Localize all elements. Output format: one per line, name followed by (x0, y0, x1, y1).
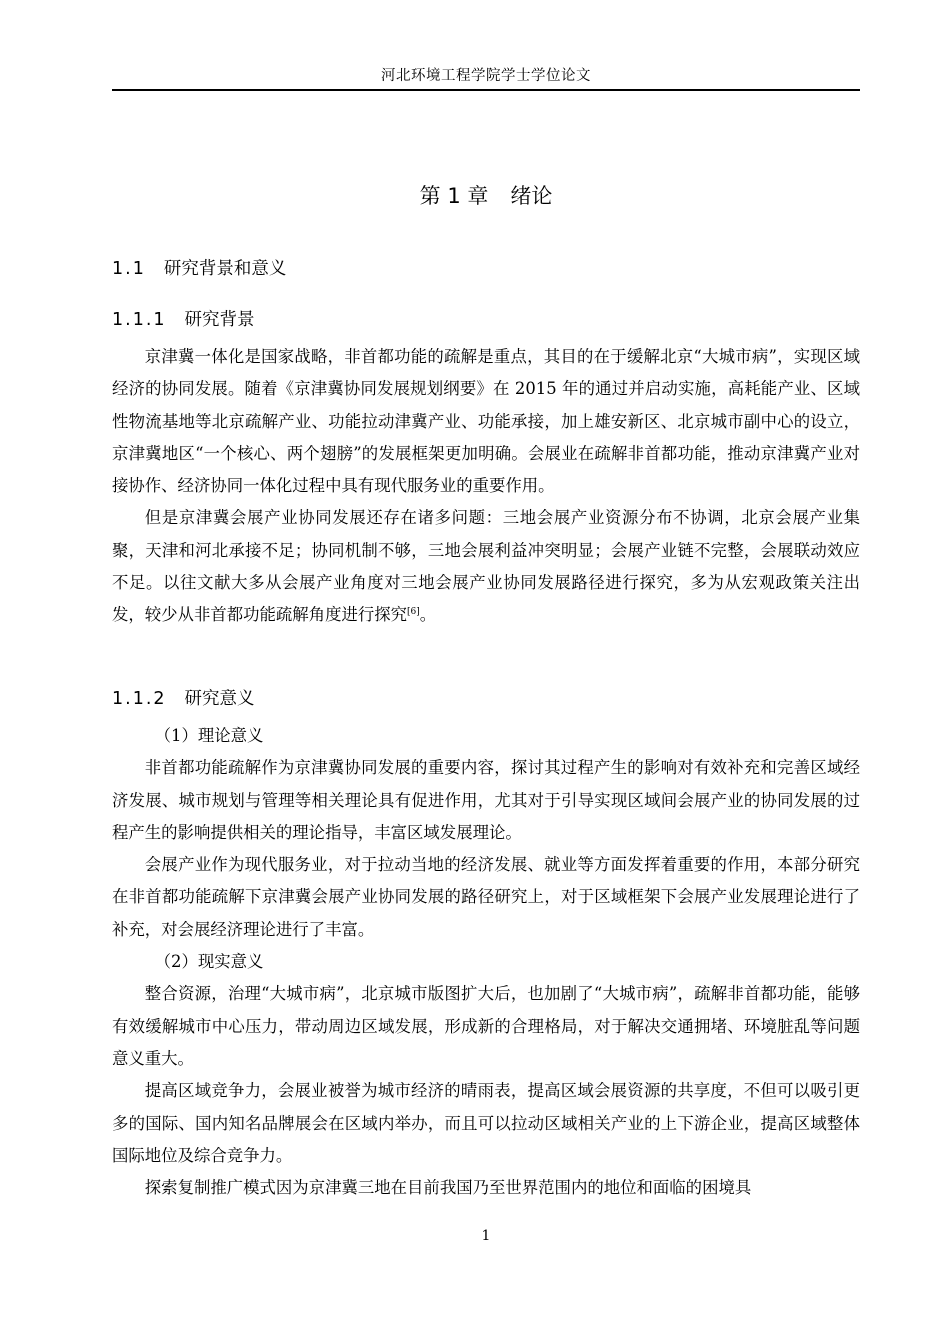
paragraph: 会展产业作为现代服务业，对于拉动当地的经济发展、就业等方面发挥着重要的作用，本部分研究在非首都功能疏解下京津冀会展产业协同发展的路径研究上，对于区域框架下会展产业发展理论进行了补充，对会展经济理论进行了丰富。 (112, 855, 860, 939)
section-number: 1.1.2 (112, 689, 167, 709)
section-title: 研究背景 (184, 310, 255, 330)
chapter-name: 绪论 (510, 184, 553, 208)
paragraph: 探索复制推广模式因为京津冀三地在目前我国乃至世界范围内的地位和面临的困境具 (144, 1178, 752, 1198)
paragraph: 非首都功能疏解作为京津冀协同发展的重要内容，探讨其过程产生的影响对有效补充和完善区域经济发展、城市规划与管理等相关理论具有促进作用，尤其对于引导实现区域间会展产业的协同发展的过程产生的影响提供相关的理论指导，丰富区域发展理论。 (112, 758, 860, 842)
citation: [6] (407, 607, 420, 618)
section-title: 研究意义 (184, 689, 255, 709)
practice-label: （2）现实意义 (154, 952, 264, 972)
section-number: 1.1.1 (112, 310, 167, 330)
paragraph: 京津冀一体化是国家战略，非首都功能的疏解是重点，其目的在于缓解北京“大城市病”，实现区域经济的协同发展。随着《京津冀协同发展规划纲要》在 2015 年的通过并启动实施，高耗能产业、区域性物流基地等北京疏解产业、功能拉动津冀产业、功能承接，加上雄安新区、北京城市副中心的设立，京津冀地区“一个核心、两个翅膀”的发展框架更加明确。会展业在疏解非首都功能，推动京津冀产业对接协作、经济协同一体化过程中具有现代服务业的重要作用。 (112, 347, 860, 496)
section-heading-1-1-1 (112, 306, 255, 331)
theory-label: （1）理论意义 (154, 726, 264, 745)
paragraph: 但是京津冀会展产业协同发展还存在诸多问题：三地会展产业资源分布不协调，北京会展产业集聚，天津和河北承接不足；协同机制不够，三地会展利益冲突明显；会展产业链不完整，会展联动效应不足。以往文献大多从会展产业角度对三地会展产业协同发展路径进行探究，多为从宏观政策关注出发，较少从非首都功能疏解角度进行探究[6]。 (112, 508, 860, 625)
paragraph: 整合资源，治理“大城市病”，北京城市版图扩大后，也加剧了“大城市病”，疏解非首都功能，能够有效缓解城市中心压力，带动周边区域发展，形成新的合理格局，对于解决交通拥堵、环境脏乱等问题意义重大。 (112, 984, 860, 1068)
running-header: 河北环境工程学院学士学位论文 (381, 68, 591, 84)
paragraph: 提高区域竞争力，会展业被誉为城市经济的晴雨表，提高区域会展资源的共享度，不但可以吸引更多的国际、国内知名品牌展会在区域内举办，而且可以拉动区域相关产业的上下游企业，提高区域整体国际地位及综合竞争力。 (112, 1081, 860, 1165)
section-heading-1-1-2 (112, 685, 255, 710)
page-number: 1 (481, 1228, 491, 1244)
background-text (112, 341, 860, 632)
significance-text (112, 720, 860, 1204)
chapter-number: 第 1 章 (419, 184, 489, 208)
header-rule (112, 89, 860, 91)
section-title: 研究背景和意义 (163, 259, 287, 279)
section-heading-1-1 (112, 255, 286, 280)
chapter-title (112, 180, 860, 210)
section-number: 1.1 (112, 259, 146, 279)
